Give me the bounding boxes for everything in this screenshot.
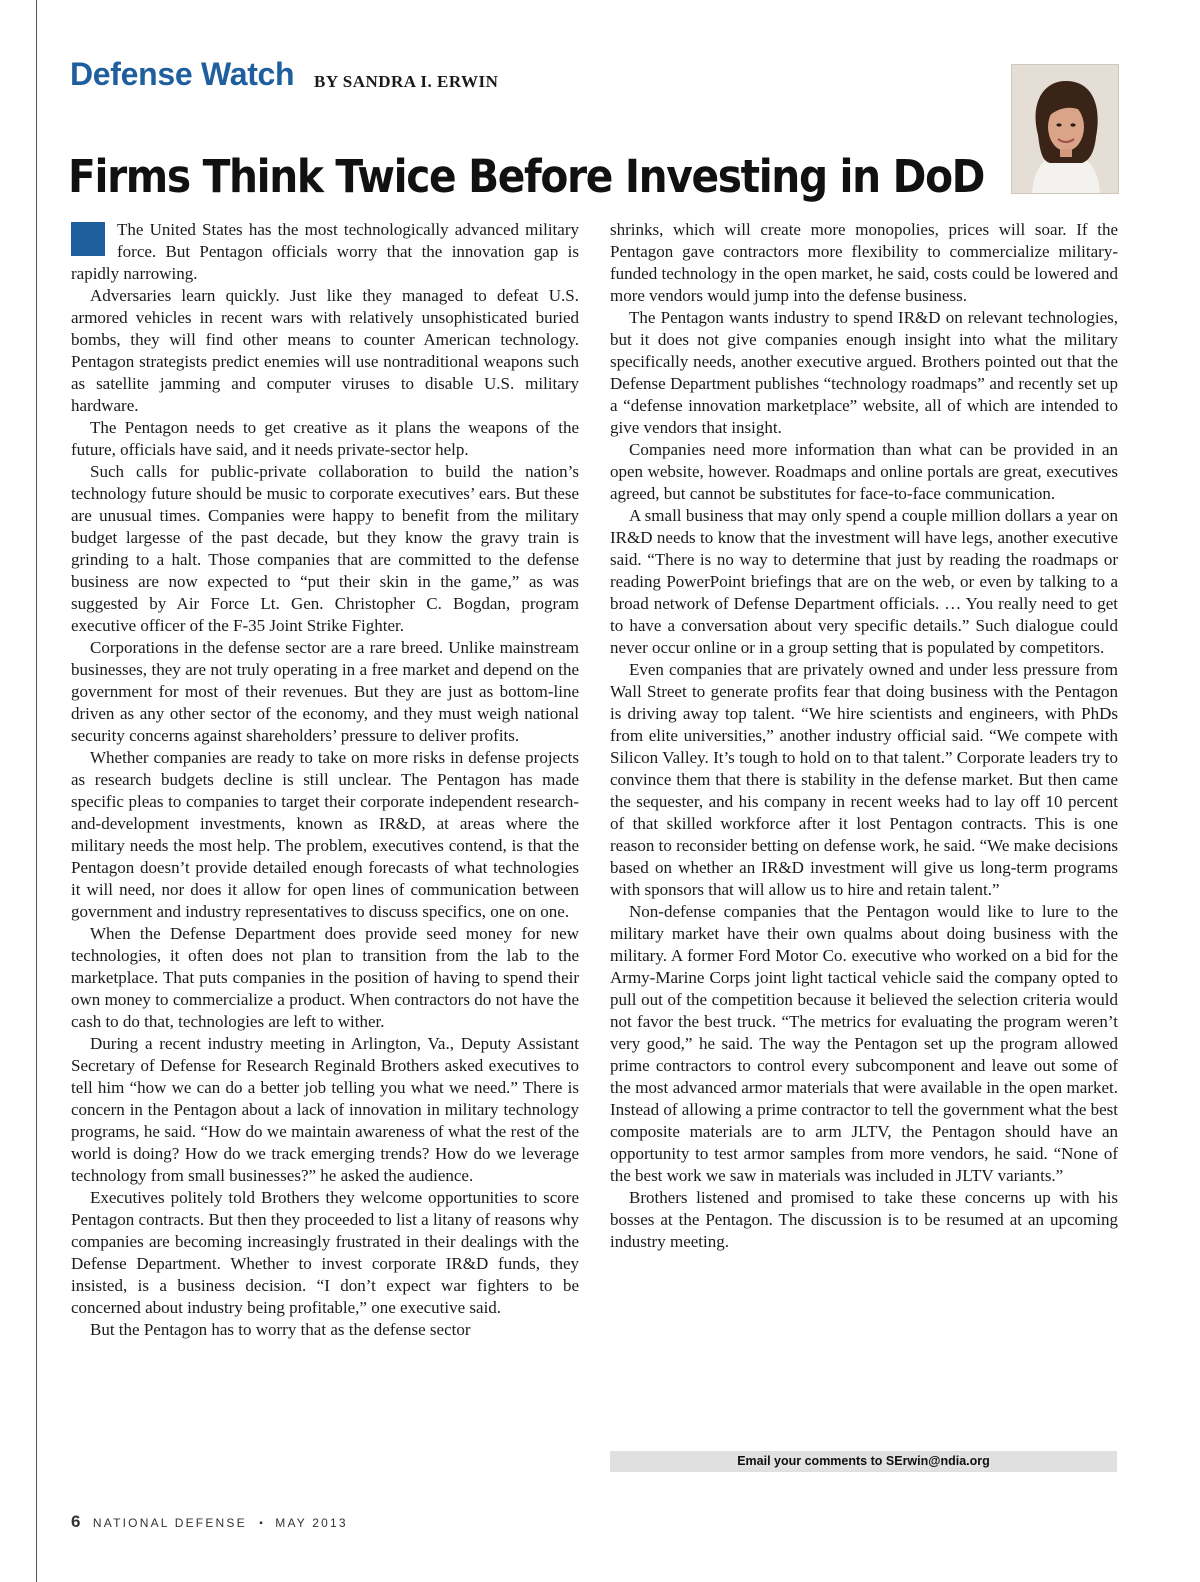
- article-paragraph: When the Defense Department does provide seed money for new technologies, it often does not plan to transition from the lab to the marketplace. That puts companies in the position of having to spend their own money to commercialize a product. When contractors do not have the cash to do that, technologies are left to wither.: [71, 924, 579, 1031]
- article-paragraph: shrinks, which will create more monopolies, prices will soar. If the Pentagon gave contractors more flexibility to commercialize military-funded technology in the open market, he said, costs could be lowered and more vendors would jump into the defense business.: [610, 220, 1118, 305]
- author-photo: [1011, 64, 1119, 194]
- page-footer: [71, 1512, 348, 1532]
- article-paragraph: Corporations in the defense sector are a rare breed. Unlike mainstream businesses, they are not truly operating in a free market and depend on the government for most of their revenues. But they are just as bottom-line driven as any other sector of the economy, and they must weigh national security concerns against shareholders’ pressure to deliver profits.: [71, 638, 579, 745]
- email-label: Email your comments to: [737, 1454, 883, 1468]
- article-paragraph: Companies need more information than what can be provided in an open website, however. Roadmaps and online portals are great, executives agreed, but cannot be substitutes for face-to-face communication.: [610, 440, 1118, 503]
- article-column-right: [610, 219, 1118, 1253]
- dropcap-square-icon: [71, 222, 105, 256]
- headline: Firms Think Twice Before Investing in DoD: [68, 150, 985, 203]
- byline: BY SANDRA I. ERWIN: [314, 72, 499, 91]
- author-portrait-icon: [1012, 65, 1118, 193]
- article-paragraph: A small business that may only spend a couple million dollars a year on IR&D needs to know that the investment will have legs, another executive said. “There is no way to determine that just by reading the roadmaps or reading PowerPoint briefings that are on the web, or even by talking to a broad network of Defense Department officials. … You really need to get to have a conversation about very specific details.” Such dialogue could never occur online or in a group setting that is populated by competitors.: [610, 506, 1118, 657]
- article-paragraph: The Pentagon needs to get creative as it plans the weapons of the future, officials have said, and it needs private-sector help.: [71, 418, 579, 459]
- article-column-left: [71, 219, 579, 1341]
- email-comments-bar: [610, 1451, 1117, 1472]
- article-paragraph: The Pentagon wants industry to spend IR&D on relevant technologies, but it does not give companies enough insight into what the military specifically needs, another executive argued. Brothers pointed out that the Defense Department publishes “technology roadmaps” and recently set up a “defense innovation marketplace” website, all of which are intended to give vendors that insight.: [610, 308, 1118, 437]
- page-number: 6: [71, 1512, 81, 1531]
- issue-date: MAY 2013: [275, 1516, 348, 1530]
- footer-separator: ▪: [259, 1518, 263, 1529]
- page-margin-rule: [36, 0, 37, 1582]
- column-name: Defense Watch: [70, 56, 295, 92]
- article-paragraph: During a recent industry meeting in Arlington, Va., Deputy Assistant Secretary of Defense for Research Reginald Brothers asked executives to tell him “how we can do a better job telling you what we need.” There is concern in the Pentagon about a lack of innovation in military technology programs, he said. “How do we maintain awareness of what the rest of the world is doing? How do we track emerging trends? How do we leverage technology from small businesses?” he asked the audience.: [71, 1034, 579, 1185]
- article-paragraph: Executives politely told Brothers they welcome opportunities to score Pentagon contracts. But then they proceeded to list a litany of reasons why companies are becoming increasingly frustrated in their dealings with the Defense Department. Whether to invest corporate IR&D funds, they insisted, is a business decision. “I don’t expect war fighters to be concerned about industry being profitable,” one executive said.: [71, 1188, 579, 1317]
- email-address-link[interactable]: SErwin@ndia.org: [885, 1454, 990, 1468]
- article-paragraph: But the Pentagon has to worry that as the defense sector: [90, 1320, 471, 1339]
- article-paragraph: Even companies that are privately owned and under less pressure from Wall Street to generate profits fear that doing business with the Pentagon is driving away top talent. “We hire scientists and engineers, with PhDs from elite universities,” another industry official said. “We compete with Silicon Valley. It’s tough to hold on to that talent.” Corporate leaders try to convince them that there is stability in the defense market. But then came the sequester, and his company in recent weeks had to lay off 10 percent of that skilled workforce after it lost Pentagon contracts. This is one reason to reconsider betting on defense work, he said. “We make decisions based on whether an IR&D investment will give us long-term programs with sponsors that will allow us to hire and retain talent.”: [610, 660, 1118, 899]
- article-paragraph: Brothers listened and promised to take these concerns up with his bosses at the Pentagon. The discussion is to be resumed at an upcoming industry meeting.: [610, 1188, 1118, 1251]
- article-paragraph: Whether companies are ready to take on more risks in defense projects as research budgets decline is still unclear. The Pentagon has made specific pleas to companies to target their corporate independent research-and-development investments, known as IR&D, at areas where the military needs the most help. The problem, executives contend, is that the Pentagon doesn’t provide detailed enough forecasts of what technologies it will need, nor does it allow for open lines of communication between government and industry representatives to discuss specifics, one on one.: [71, 748, 579, 921]
- article-paragraph: Adversaries learn quickly. Just like they managed to defeat U.S. armored vehicles in recent wars with relatively unsophisticated buried bombs, they will find other means to counter American technology. Pentagon strategists predict enemies will use nontraditional weapons such as satellite jamming and computer viruses to disable U.S. military hardware.: [71, 286, 579, 415]
- article-paragraph: Non-defense companies that the Pentagon would like to lure to the military market have their own qualms about doing business with the military. A former Ford Motor Co. executive who worked on a bid for the Army-Marine Corps joint light tactical vehicle said the company opted to pull out of the competition because it believed the selection criteria would not favor the best truck. “The metrics for evaluating the program weren’t very good,” he said. The way the Pentagon set up the program allowed prime contractors to control every subcomponent and leave out some of the most advanced armor materials that were available in the open market. Instead of allowing a prime contractor to tell the government what the best composite materials are to arm JLTV, the Pentagon should have an opportunity to test armor samples from more vendors, he said. “None of the best work we saw in materials was included in JLTV variants.”: [610, 902, 1118, 1185]
- article-paragraph: Such calls for public-private collaboration to build the nation’s technology future should be music to corporate executives’ ears. But these are unusual times. Companies were happy to benefit from the military budget largesse of the past decade, but they know the gravy train is grinding to a halt. Those companies that are committed to the defense business are now expected to “put their skin in the game,” as was suggested by Air Force Lt. Gen. Christopher C. Bogdan, program executive officer of the F-35 Joint Strike Fighter.: [71, 462, 579, 635]
- article-paragraph: The United States has the most technologically advanced military force. But Pentagon officials worry that the innovation gap is rapidly narrowing.: [71, 220, 579, 283]
- publication-name: NATIONAL DEFENSE: [92, 1516, 247, 1530]
